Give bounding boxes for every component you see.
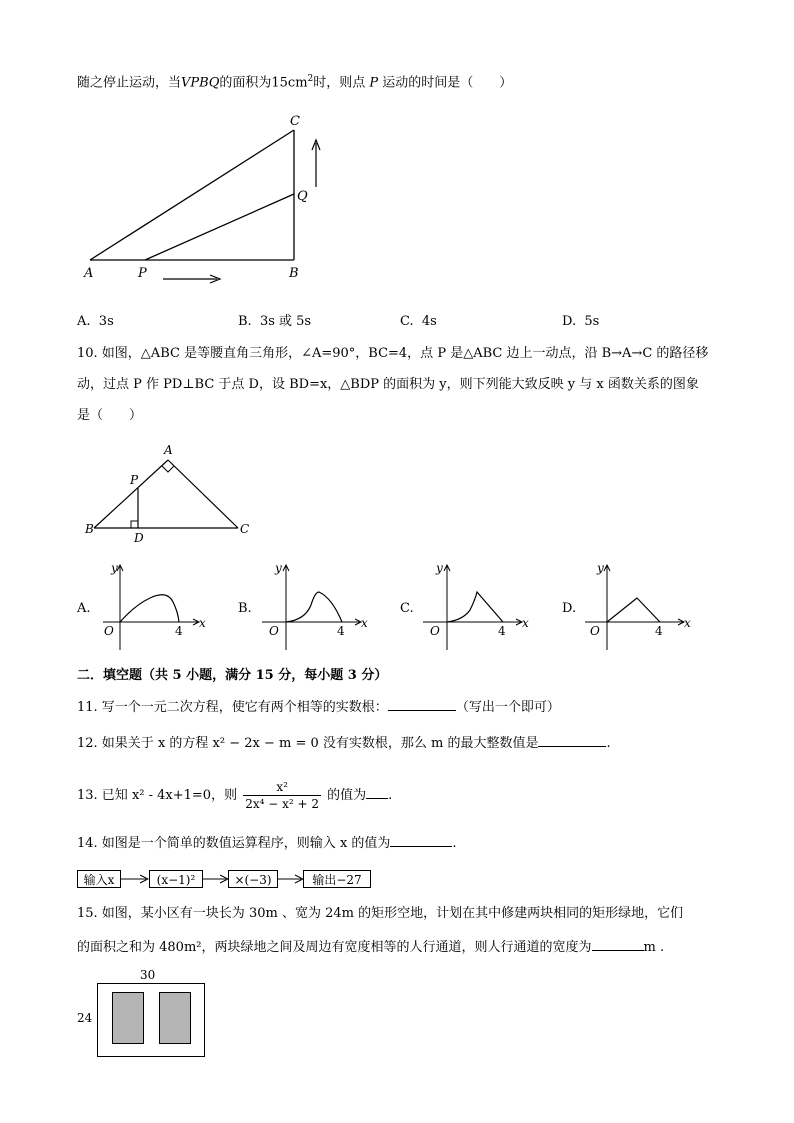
q10-graph-a[interactable] bbox=[95, 560, 210, 652]
q15-height-label: 24 bbox=[77, 1011, 93, 1025]
q13-fraction: $\frac{\text{x²}}{\text{2x⁴ − x² + 2}}$ bbox=[245, 780, 320, 811]
label-C: C bbox=[240, 522, 250, 536]
label-B: B bbox=[85, 522, 94, 536]
origin-label: O bbox=[269, 624, 279, 638]
tick-label: 4 bbox=[337, 624, 345, 638]
y-label: y bbox=[111, 561, 118, 575]
tick-label: 4 bbox=[655, 624, 663, 638]
flow-arrow-3 bbox=[278, 872, 304, 886]
flow-input-box: 输入x bbox=[77, 870, 121, 888]
curve bbox=[286, 592, 342, 622]
x-label: x bbox=[522, 616, 529, 630]
q11-answer-blank[interactable] bbox=[388, 698, 456, 711]
tick-label: 4 bbox=[498, 624, 506, 638]
q10-option-b-letter[interactable]: B. bbox=[238, 601, 252, 616]
label-A: A bbox=[84, 266, 94, 281]
section-heading: 二．填空题（共 5 小题，满分 15 分，每小题 3 分） bbox=[77, 668, 388, 683]
q15-width-label: 30 bbox=[140, 968, 156, 982]
y-label: y bbox=[275, 561, 282, 575]
x-label: x bbox=[199, 616, 206, 630]
label-B: B bbox=[289, 266, 299, 281]
q9-option-d[interactable]: D. 5s bbox=[562, 314, 600, 329]
q15-line1: 15. 如图，某小区有一块长为 30m 、宽为 24m 的矩形空地，计划在其中修建两块相同的矩形绿地，它们 bbox=[77, 906, 684, 921]
origin-label: O bbox=[104, 624, 114, 638]
curve bbox=[120, 595, 179, 622]
y-label: y bbox=[436, 561, 443, 575]
q10-option-a-letter[interactable]: A. bbox=[77, 601, 91, 616]
q14: 14. 如图是一个简单的数值运算程序，则输入 x 的值为 . bbox=[77, 836, 457, 851]
flow-output-box: 输出−27 bbox=[303, 870, 371, 888]
flow-multiply-box: ×(−3) bbox=[228, 870, 278, 888]
y-label: y bbox=[597, 561, 604, 575]
x-label: x bbox=[361, 616, 368, 630]
q9-option-c[interactable]: C. 4s bbox=[400, 314, 437, 329]
q15-answer-blank[interactable] bbox=[592, 938, 644, 951]
q12: 12. 如果关于 x 的方程 x² − 2x − m = 0 没有实数根，那么 m 的最大整数值是 . bbox=[77, 736, 611, 751]
q15-green-right bbox=[159, 992, 191, 1044]
q10-line1: 10. 如图，△ABC 是等腰直角三角形，∠A=90°，BC=4，点 P 是△ABC 边上一动点，沿 B→A→C 的路径移 bbox=[77, 346, 709, 361]
q10-line2: 动，过点 P 作 PD⊥BC 于点 D，设 BD=x，△BDP 的面积为 y，则下列能大致反映 y 与 x 函数关系的图象 bbox=[77, 377, 699, 392]
q12-answer-blank[interactable] bbox=[538, 734, 606, 747]
curve bbox=[607, 598, 660, 622]
q15-green-left bbox=[112, 992, 144, 1044]
q9-option-b[interactable]: B. 3s 或 5s bbox=[238, 314, 312, 329]
q10-graph-d[interactable] bbox=[580, 560, 695, 652]
label-Q: Q bbox=[297, 189, 308, 204]
segment-PQ bbox=[145, 194, 294, 260]
flow-arrow-2 bbox=[203, 872, 229, 886]
q15-line2: 的面积之和为 480m²，两块绿地之间及周边有宽度相等的人行通道，则人行通道的宽度为 m . bbox=[77, 940, 665, 955]
q9-stem: 随之停止运动，当VPBQ的面积为$15cm^2$时，则点 P 运动的时间是（ ） bbox=[77, 74, 513, 91]
q14-answer-blank[interactable] bbox=[390, 834, 452, 847]
q13: 13. 已知 x² - 4x+1=0，则 $\frac{\text{x²}}{\text{2x⁴ − x² + 2}}$ 的值为 . bbox=[77, 780, 393, 811]
right-angle-D bbox=[131, 521, 138, 528]
q10-graph-b[interactable] bbox=[257, 560, 372, 652]
q10-figure bbox=[80, 440, 260, 548]
q11: 11. 写一个一元二次方程，使它有两个相等的实数根： （写出一个即可） bbox=[77, 700, 560, 715]
label-A: A bbox=[164, 443, 173, 457]
origin-label: O bbox=[590, 624, 600, 638]
q10-option-d-letter[interactable]: D. bbox=[562, 601, 577, 616]
segment-BA bbox=[94, 460, 168, 528]
label-P: P bbox=[138, 266, 147, 281]
flow-square-box: (x−1)² bbox=[149, 870, 203, 888]
q9-figure bbox=[75, 105, 335, 295]
x-label: x bbox=[684, 616, 691, 630]
origin-label: O bbox=[430, 624, 440, 638]
segment-AC bbox=[168, 460, 238, 528]
q10-option-c-letter[interactable]: C. bbox=[400, 601, 414, 616]
q13-answer-blank[interactable] bbox=[366, 786, 388, 799]
flow-arrow-1 bbox=[121, 872, 149, 886]
curve bbox=[447, 592, 503, 622]
q10-graph-c[interactable] bbox=[418, 560, 533, 652]
q10-line3: 是（ ） bbox=[77, 408, 143, 423]
tick-label: 4 bbox=[175, 624, 183, 638]
right-angle-A bbox=[162, 466, 174, 472]
label-C: C bbox=[290, 114, 300, 129]
q9-option-a[interactable]: A. 3s bbox=[77, 314, 114, 329]
segment-AC bbox=[90, 130, 294, 260]
label-D: D bbox=[134, 531, 144, 545]
label-P: P bbox=[130, 473, 139, 487]
